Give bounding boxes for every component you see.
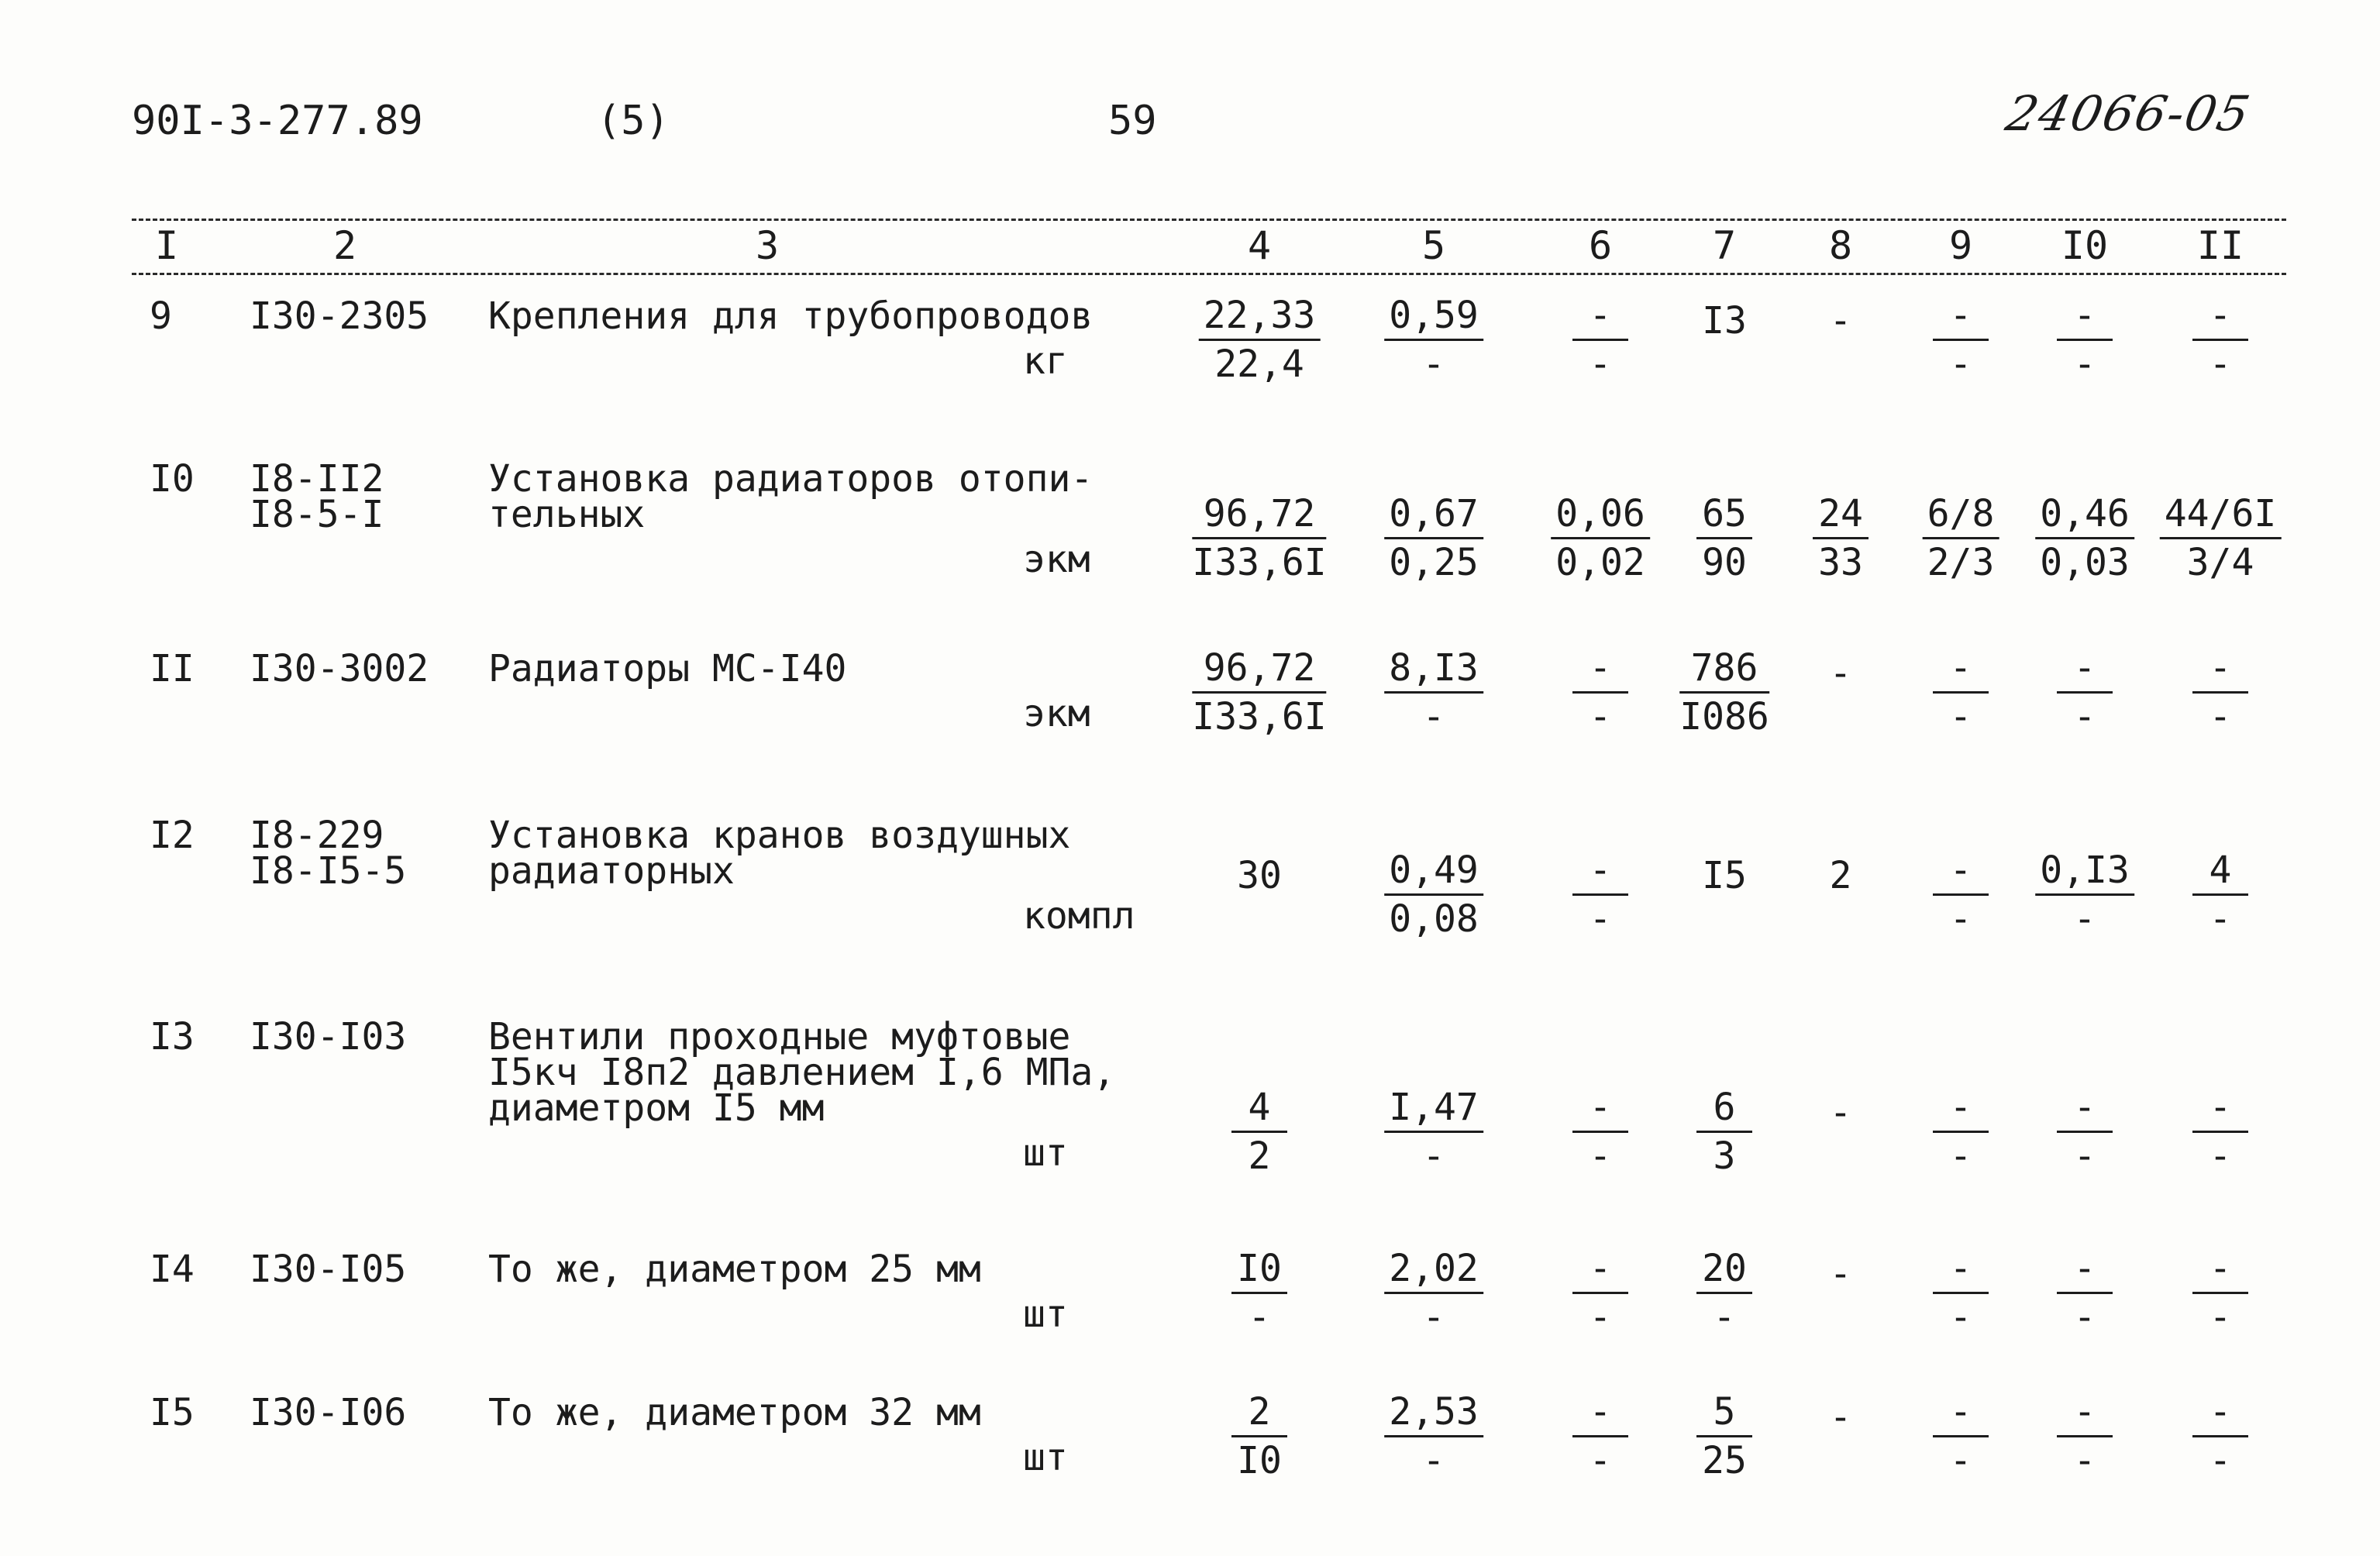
cell-fraction	[2035, 850, 2134, 940]
cell-fraction	[1696, 1248, 1752, 1338]
fraction-denominator: -	[1949, 897, 1972, 941]
fraction	[1572, 1087, 1628, 1176]
fraction-denominator: -	[1589, 897, 1612, 941]
fraction-denominator: 25	[1702, 1439, 1747, 1482]
page-number: 59	[1108, 98, 1157, 144]
fraction	[2057, 1392, 2113, 1481]
part-number: (5)	[597, 98, 670, 144]
fraction-denominator: -	[1589, 343, 1612, 386]
cell-value: 30	[1237, 854, 1282, 897]
fraction-numerator: -	[1572, 850, 1628, 896]
fraction-numerator: -	[2057, 1248, 2113, 1294]
fraction-denominator: -	[2209, 1439, 2232, 1482]
fraction-numerator: 20	[1696, 1248, 1752, 1294]
column-number: I	[154, 223, 179, 268]
cell-fraction	[1384, 295, 1483, 385]
fraction-numerator: -	[2192, 1087, 2248, 1133]
cell-value: -	[1829, 1091, 1852, 1134]
fraction	[1384, 648, 1483, 737]
row-description: диаметром I5 мм	[488, 1086, 825, 1130]
fraction-denominator: -	[2209, 1296, 2232, 1339]
fraction-denominator: 0,25	[1389, 541, 1479, 584]
fraction-numerator: 65	[1696, 494, 1752, 539]
header-rule-top	[132, 219, 2286, 221]
cell-fraction	[1572, 295, 1628, 385]
fraction	[2192, 1087, 2248, 1176]
cell-fraction	[1933, 1392, 1989, 1482]
fraction-denominator: -	[2073, 897, 2096, 941]
fraction-numerator: 0,59	[1384, 295, 1483, 341]
fraction-denominator: -	[2209, 695, 2232, 738]
fraction-denominator: -	[1949, 1296, 1972, 1339]
fraction-numerator: 4	[2192, 850, 2248, 896]
cell-fraction	[1933, 850, 1989, 940]
cell-fraction	[1551, 494, 1650, 584]
fraction-denominator: 0,03	[2040, 541, 2130, 584]
fraction	[2192, 1392, 2248, 1481]
fraction-denominator: I33,6I	[1192, 695, 1327, 738]
row-code: I8-I5-5	[250, 849, 407, 893]
row-description: То же, диаметром 25 мм	[488, 1248, 981, 1291]
cell-fraction	[1231, 1392, 1287, 1482]
fraction-denominator: 0,02	[1555, 541, 1645, 584]
fraction-numerator: -	[2057, 648, 2113, 694]
fraction-numerator: 6	[1696, 1087, 1752, 1133]
cell-fraction	[1384, 648, 1483, 738]
cell-fraction	[1384, 1392, 1483, 1482]
cell-fraction	[1696, 1392, 1752, 1482]
fraction	[1696, 1248, 1752, 1337]
column-number: 2	[332, 223, 357, 268]
fraction-numerator: -	[2192, 1392, 2248, 1437]
column-number: 4	[1247, 223, 1272, 268]
cell-fraction	[2057, 295, 2113, 385]
row-code: I8-II2	[250, 457, 384, 501]
row-description: Вентили проходные муфтовые	[488, 1015, 1071, 1059]
fraction	[1933, 295, 1989, 384]
cell-fraction	[2192, 648, 2248, 738]
cell-fraction	[1933, 1248, 1989, 1338]
row-number: I3	[150, 1015, 195, 1059]
cell-fraction	[2057, 1392, 2113, 1482]
fraction-denominator: -	[1422, 343, 1445, 386]
fraction-denominator: -	[2209, 1134, 2232, 1178]
fraction	[1696, 1087, 1752, 1176]
cell-fraction	[2057, 648, 2113, 738]
row-number: I2	[150, 814, 195, 857]
cell-fraction	[1572, 1087, 1628, 1177]
cell-fraction	[1572, 648, 1628, 738]
fraction-numerator: -	[1572, 648, 1628, 694]
row-unit: компл	[1023, 894, 1135, 938]
fraction-denominator: -	[1589, 1134, 1612, 1178]
cell-fraction	[1696, 1087, 1752, 1177]
header-rule-bottom	[132, 273, 2286, 275]
fraction-denominator: -	[1589, 695, 1612, 738]
fraction-denominator: -	[1248, 1296, 1271, 1339]
fraction	[1813, 494, 1869, 583]
fraction-numerator: 0,46	[2035, 494, 2134, 539]
fraction-numerator: 22,33	[1199, 295, 1321, 341]
row-description: I5кч I8п2 давлением I,6 МПа,	[488, 1051, 1116, 1094]
cell-fraction	[1231, 1087, 1287, 1177]
cell-fraction	[1923, 494, 1999, 584]
cell-fraction	[1384, 850, 1483, 940]
fraction-denominator: -	[1713, 1296, 1736, 1339]
fraction-numerator: -	[1933, 1392, 1989, 1437]
cell-fraction	[2192, 850, 2248, 940]
fraction-numerator: 6/8	[1923, 494, 1999, 539]
fraction-numerator: -	[1572, 1392, 1628, 1437]
fraction-numerator: -	[1572, 1087, 1628, 1133]
fraction-numerator: 24	[1813, 494, 1869, 539]
fraction	[1231, 1248, 1287, 1337]
fraction	[1384, 1248, 1483, 1337]
fraction	[2057, 648, 2113, 737]
cell-fraction	[1679, 648, 1769, 738]
fraction-denominator: 22,4	[1214, 343, 1304, 386]
fraction-denominator: -	[1422, 1134, 1445, 1178]
doc-code: 90I-3-277.89	[132, 98, 423, 144]
row-number: I0	[150, 457, 195, 501]
fraction	[1384, 494, 1483, 583]
cell-fraction	[1572, 850, 1628, 940]
fraction-denominator: 3	[1713, 1134, 1736, 1178]
fraction-numerator: 2	[1231, 1392, 1287, 1437]
fraction-numerator: 0,I3	[2035, 850, 2134, 896]
fraction	[2192, 1248, 2248, 1337]
row-description: Крепления для трубопроводов	[488, 294, 1094, 338]
fraction-denominator: -	[1422, 1296, 1445, 1339]
cell-fraction	[2160, 494, 2282, 584]
fraction-denominator: -	[2073, 1439, 2096, 1482]
fraction-numerator: 0,49	[1384, 850, 1483, 896]
row-code: I30-I03	[250, 1015, 407, 1059]
fraction-numerator: -	[1572, 1248, 1628, 1294]
row-unit: шт	[1023, 1436, 1068, 1479]
fraction	[1933, 850, 1989, 939]
fraction	[1384, 1087, 1483, 1176]
column-number: 8	[1828, 223, 1853, 268]
row-unit: шт	[1023, 1131, 1068, 1175]
fraction-denominator: -	[1949, 695, 1972, 738]
fraction-numerator: 0,06	[1551, 494, 1650, 539]
fraction-denominator: -	[1949, 1134, 1972, 1178]
fraction-denominator: -	[2073, 1134, 2096, 1178]
fraction-numerator: -	[2057, 1392, 2113, 1437]
fraction-numerator: -	[1933, 1087, 1989, 1133]
fraction-denominator: I086	[1679, 695, 1769, 738]
fraction-denominator: 90	[1702, 541, 1747, 584]
fraction-denominator: I33,6I	[1192, 541, 1327, 584]
cell-value: 2	[1829, 854, 1852, 897]
cell-fraction	[1572, 1248, 1628, 1338]
fraction-denominator: -	[1949, 1439, 1972, 1482]
fraction	[2035, 494, 2134, 583]
fraction-denominator: 2/3	[1927, 541, 1995, 584]
fraction-numerator: -	[2192, 648, 2248, 694]
fraction	[1572, 1392, 1628, 1481]
cell-fraction	[1384, 494, 1483, 584]
handwritten-number: 24066-05	[2001, 85, 2256, 142]
fraction	[2192, 295, 2248, 384]
fraction	[2035, 850, 2134, 939]
fraction	[1923, 494, 1999, 583]
fraction-denominator: -	[1589, 1439, 1612, 1482]
fraction-numerator: 5	[1696, 1392, 1752, 1437]
row-code: I30-I06	[250, 1391, 407, 1434]
fraction-denominator: -	[1949, 343, 1972, 386]
fraction	[2057, 1248, 2113, 1337]
cell-fraction	[1384, 1248, 1483, 1338]
fraction	[1679, 648, 1769, 737]
cell-fraction	[1933, 648, 1989, 738]
fraction-numerator: 8,I3	[1384, 648, 1483, 694]
row-code: I8-5-I	[250, 493, 384, 536]
fraction	[2192, 648, 2248, 737]
row-code: I30-I05	[250, 1248, 407, 1291]
fraction-denominator: 3/4	[2186, 541, 2254, 584]
fraction	[2057, 1087, 2113, 1176]
fraction-numerator: -	[1933, 850, 1989, 896]
cell-fraction	[1933, 295, 1989, 385]
fraction-numerator: 4	[1231, 1087, 1287, 1133]
row-description: Установка радиаторов отопи-	[488, 457, 1094, 501]
fraction	[1933, 1248, 1989, 1337]
cell-fraction	[2057, 1087, 2113, 1177]
fraction	[1933, 648, 1989, 737]
fraction-numerator: -	[1933, 648, 1989, 694]
cell-value: -	[1829, 1252, 1852, 1296]
column-number: II	[2196, 223, 2244, 268]
cell-value: -	[1829, 652, 1852, 695]
fraction	[1572, 648, 1628, 737]
fraction-denominator: -	[1422, 1439, 1445, 1482]
fraction-numerator: -	[1933, 295, 1989, 341]
fraction	[1696, 1392, 1752, 1481]
cell-fraction	[1199, 295, 1321, 385]
fraction-numerator: I,47	[1384, 1087, 1483, 1133]
fraction-numerator: -	[2057, 1087, 2113, 1133]
fraction-denominator: -	[1589, 1296, 1612, 1339]
cell-fraction	[1231, 1248, 1287, 1338]
row-unit: кг	[1023, 339, 1068, 383]
fraction-numerator: 786	[1679, 648, 1769, 694]
fraction	[2192, 850, 2248, 939]
cell-fraction	[2192, 295, 2248, 385]
fraction-denominator: I0	[1237, 1439, 1282, 1482]
cell-fraction	[1192, 494, 1326, 584]
row-unit: экм	[1023, 538, 1090, 581]
fraction	[1231, 1392, 1287, 1481]
fraction-denominator: 0,08	[1389, 897, 1479, 941]
fraction	[1933, 1087, 1989, 1176]
row-description: То же, диаметром 32 мм	[488, 1391, 981, 1434]
fraction	[1384, 295, 1483, 384]
fraction-numerator: 96,72	[1192, 494, 1326, 539]
fraction-numerator: -	[2192, 295, 2248, 341]
fraction	[1572, 295, 1628, 384]
cell-fraction	[1933, 1087, 1989, 1177]
cell-fraction	[1572, 1392, 1628, 1482]
cell-value: -	[1829, 299, 1852, 343]
cell-value: I3	[1702, 299, 1747, 343]
row-description: Установка кранов воздушных	[488, 814, 1071, 857]
column-number: 9	[1948, 223, 1973, 268]
row-unit: шт	[1023, 1293, 1068, 1336]
fraction	[1572, 850, 1628, 939]
row-code: I8-229	[250, 814, 384, 857]
cell-fraction	[1384, 1087, 1483, 1177]
row-description: тельных	[488, 493, 646, 536]
cell-fraction	[2035, 494, 2134, 584]
row-number: II	[150, 647, 195, 690]
fraction	[1192, 648, 1326, 737]
row-code: I30-3002	[250, 647, 429, 690]
fraction-numerator: -	[2057, 295, 2113, 341]
column-number: 7	[1712, 223, 1737, 268]
cell-fraction	[1192, 648, 1326, 738]
fraction-numerator: I0	[1231, 1248, 1287, 1294]
fraction-numerator: 2,53	[1384, 1392, 1483, 1437]
column-number: 5	[1421, 223, 1446, 268]
fraction	[1192, 494, 1326, 583]
fraction-denominator: -	[2073, 343, 2096, 386]
fraction	[1199, 295, 1321, 384]
cell-fraction	[2192, 1392, 2248, 1482]
cell-value: -	[1829, 1396, 1852, 1439]
column-number: 3	[755, 223, 780, 268]
cell-fraction	[1813, 494, 1869, 584]
fraction-denominator: -	[2209, 343, 2232, 386]
fraction-numerator: -	[1933, 1248, 1989, 1294]
cell-fraction	[2192, 1248, 2248, 1338]
fraction-numerator: 2,02	[1384, 1248, 1483, 1294]
fraction-denominator: 33	[1818, 541, 1863, 584]
column-number: I0	[2061, 223, 2109, 268]
cell-value: I5	[1702, 854, 1747, 897]
fraction	[2057, 295, 2113, 384]
fraction	[1933, 1392, 1989, 1481]
fraction-denominator: -	[2209, 897, 2232, 941]
fraction-numerator: 44/6I	[2160, 494, 2282, 539]
fraction	[1572, 1248, 1628, 1337]
fraction-denominator: -	[1422, 695, 1445, 738]
row-number: 9	[150, 294, 172, 338]
row-unit: экм	[1023, 692, 1090, 735]
fraction	[1384, 1392, 1483, 1481]
row-code: I30-2305	[250, 294, 429, 338]
row-description: радиаторных	[488, 849, 735, 893]
row-number: I4	[150, 1248, 195, 1291]
fraction-numerator: -	[1572, 295, 1628, 341]
fraction-denominator: -	[2073, 1296, 2096, 1339]
column-number: 6	[1588, 223, 1613, 268]
fraction-numerator: -	[2192, 1248, 2248, 1294]
fraction	[1384, 850, 1483, 939]
fraction-denominator: -	[2073, 695, 2096, 738]
fraction	[1551, 494, 1650, 583]
row-description: Радиаторы МС-I40	[488, 647, 847, 690]
fraction-numerator: 96,72	[1192, 648, 1326, 694]
fraction-denominator: 2	[1248, 1134, 1271, 1178]
fraction	[2160, 494, 2282, 583]
row-number: I5	[150, 1391, 195, 1434]
fraction-numerator: 0,67	[1384, 494, 1483, 539]
cell-fraction	[2057, 1248, 2113, 1338]
fraction	[1231, 1087, 1287, 1176]
cell-fraction	[1696, 494, 1752, 584]
cell-fraction	[2192, 1087, 2248, 1177]
fraction	[1696, 494, 1752, 583]
